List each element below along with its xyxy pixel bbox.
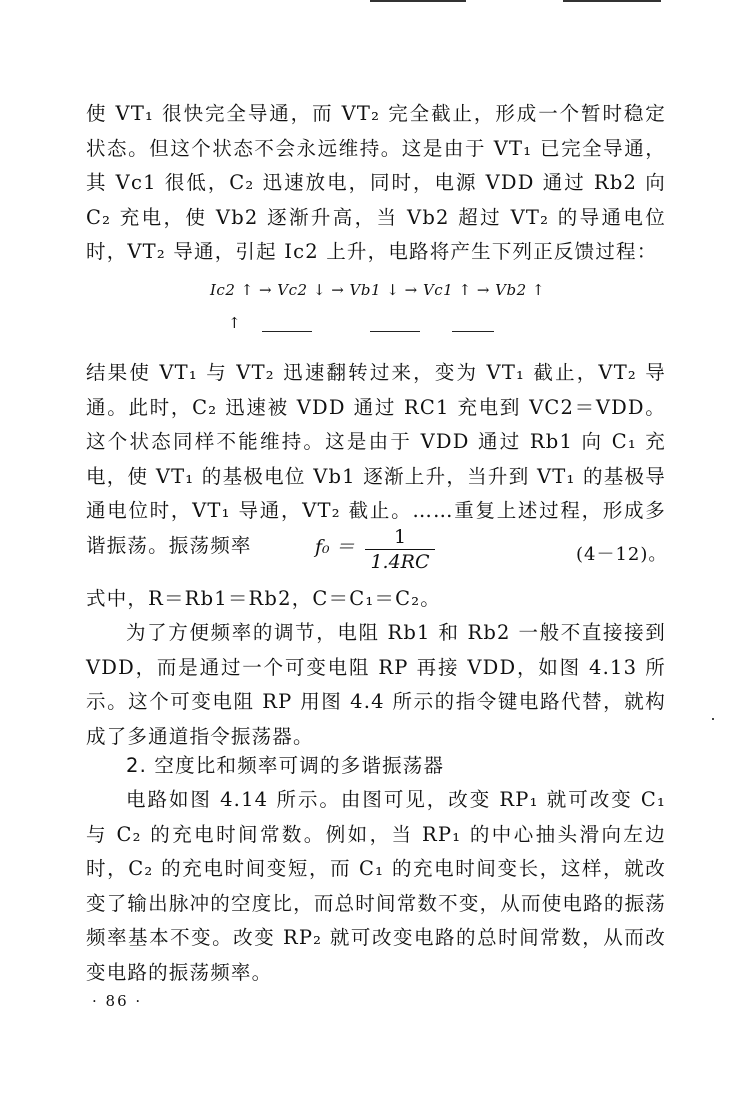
top-rule-right (563, 0, 661, 2)
paragraph-flip-process: 结果使 VT₁ 与 VT₂ 迅速翻转过来，变为 VT₁ 截止，VT₂ 导通。此时，C₂ 迅速被 VDD 通过 RC1 充电到 VC2＝VDD。这个状态同样不能维持。这是由于 VDD 通过 Rb1 向 C₁ 充电，使 VT₁ 的基极电位 Vb1 逐渐上升，当升到 VT₁ 的基极导通电位时，VT₁ 导通，VT₂ 截止。……重复上述过程，形成多谐振荡。振荡频率 (86, 361, 666, 557)
margin-dot (712, 718, 714, 720)
section-heading: 2. 空度比和频率可调的多谐振荡器 (126, 754, 445, 777)
fraction-bar (365, 549, 435, 550)
feedback-return-arrow: ↑ (228, 314, 241, 332)
paragraph-duty-cycle: 电路如图 4.14 所示。由图可见，改变 RP₁ 就可改变 C₁ 与 C₂ 的充电时间常数。例如，当 RP₁ 的中心抽头滑向左边时，C₂ 的充电时间变短，而 C₁ 的充电时间变长，这样，就改变了输出脉冲的空度比，而总时间常数不变，从而使电路的振荡频率基本不变。改变 RP₂ 就可改变电路的总时间常数，从而改变电路的振荡频率。 (86, 788, 666, 984)
feedback-line (452, 331, 494, 332)
positive-feedback-chain: Ic2 ↑ → Vc2 ↓ → Vb1 ↓ → Vc1 ↑ → Vb2 ↑ (210, 281, 545, 299)
paragraph-transistor-switching: 使 VT₁ 很快完全导通，而 VT₂ 完全截止，形成一个暂时稳定状态。但这个状态不会永远维持。这是由于 VT₁ 已完全导通，其 Vc1 很低，C₂ 迅速放电，同时，电源 VDD 通过 Rb2 向 C₂ 充电，使 Vb2 逐渐升高，当 Vb2 超过 VT₂ 的导通电位时，VT₂ 导通，引起 Ic2 上升，电路将产生下列正反馈过程： (86, 102, 666, 264)
equation-number: (4－12)。 (576, 544, 668, 565)
formula-lhs: f₀ ＝ (315, 536, 355, 558)
feedback-line (262, 331, 312, 332)
page-number: · 86 · (92, 992, 143, 1010)
paragraph-where-clause: 式中，R＝Rb1＝Rb2，C＝C₁＝C₂。 (86, 587, 441, 610)
paragraph-frequency-adjust: 为了方便频率的调节，电阻 Rb1 和 Rb2 一般不直接接到 VDD，而是通过一个可变电阻 RP 再接 VDD，如图 4.13 所示。这个可变电阻 RP 用图 4.4 所示的指令键电路代替，就构成了多通道指令振荡器。 (86, 621, 666, 748)
top-rule-left (370, 0, 466, 2)
feedback-line (370, 331, 420, 332)
formula-fraction (365, 526, 435, 573)
formula-numerator: 1 (393, 526, 407, 548)
formula-denominator: 1.4RC (370, 551, 430, 573)
frequency-formula (315, 526, 430, 573)
